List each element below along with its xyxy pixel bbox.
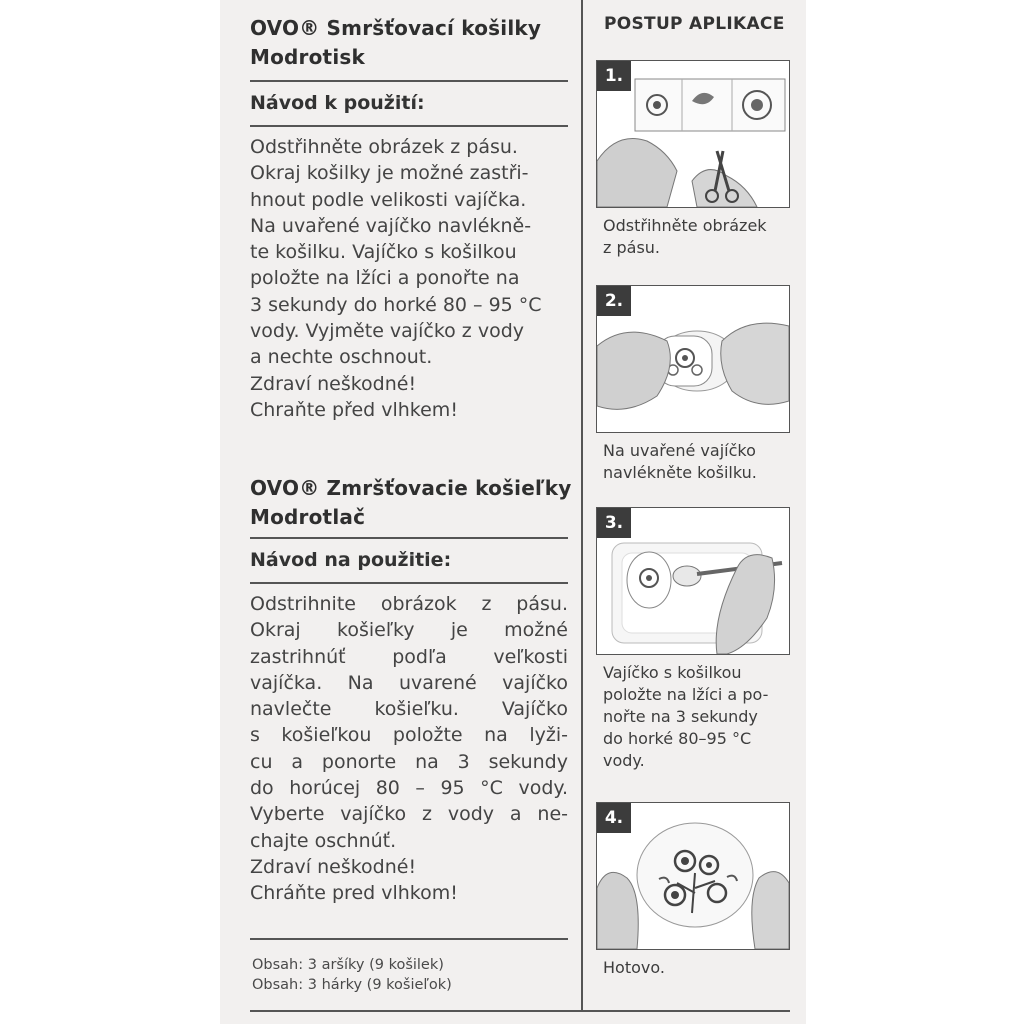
cz-line: Zdraví neškodné!	[250, 372, 417, 395]
sk-line: chajte oschnúť.	[250, 829, 397, 852]
sk-instructions	[250, 591, 568, 907]
step-4-caption	[603, 957, 791, 979]
caption-line: do horké 80–95 °C	[603, 729, 752, 748]
caption-line: Vajíčko s košilkou	[603, 663, 742, 682]
sk-line: vajíčka. Na uvarené vajíčko	[250, 671, 568, 694]
cz-title	[250, 14, 541, 72]
cz-line: položte na lžíci a ponořte na	[250, 267, 520, 290]
cz-instructions	[250, 134, 568, 423]
divider	[250, 938, 568, 940]
step-number: 3.	[597, 508, 631, 538]
step-2-caption	[603, 440, 791, 484]
sk-line: Zdraví neškodné!	[250, 855, 417, 878]
contents-sk: Obsah: 3 hárky (9 košieľok)	[252, 977, 452, 993]
divider	[250, 125, 568, 127]
divider	[250, 582, 568, 584]
step-3-illustration	[596, 507, 790, 655]
caption-line: nořte na 3 sekundy	[603, 707, 758, 726]
step-2-illustration	[596, 285, 790, 433]
caption-line: Na uvařené vajíčko	[603, 441, 756, 460]
cz-line: Okraj košilky je možné zastři-	[250, 162, 529, 185]
sk-line: Chráňte pred vlhkom!	[250, 882, 458, 905]
cz-line: vody. Vyjměte vajíčko z vody	[250, 320, 524, 343]
bottom-divider	[250, 1010, 790, 1012]
step-1-caption	[603, 215, 791, 259]
step-3-caption	[603, 662, 791, 772]
sk-line: navlečte košieľku. Vajíčko	[250, 698, 568, 721]
step-4-illustration	[596, 802, 790, 950]
sk-title-line1: OVO® Zmršťovacie košieľky	[250, 476, 572, 500]
caption-line: z pásu.	[603, 238, 661, 257]
sk-line: s košieľkou položte na lyži-	[250, 724, 568, 747]
sk-title	[250, 474, 572, 532]
sk-line: zastrihnúť podľa veľkosti	[250, 645, 568, 668]
sk-line: Vyberte vajíčko z vody a ne-	[250, 803, 568, 826]
caption-line: vody.	[603, 751, 645, 770]
cz-subtitle: Návod k použití:	[250, 92, 425, 114]
procedure-title: POSTUP APLIKACE	[604, 14, 785, 34]
cz-line: te košilku. Vajíčko s košilkou	[250, 241, 517, 264]
step-number: 1.	[597, 61, 631, 91]
cz-line: 3 sekundy do horké 80 – 95 °C	[250, 293, 542, 316]
step-number: 2.	[597, 286, 631, 316]
cz-line: hnout podle velikosti vajíčka.	[250, 188, 527, 211]
contents-info	[252, 955, 452, 995]
divider	[250, 80, 568, 82]
sk-line: Odstrihnite obrázok z pásu.	[250, 593, 568, 615]
step-number: 4.	[597, 803, 631, 833]
cz-line: Chraňte před vlhkem!	[250, 398, 458, 421]
sk-title-line2: Modrotlač	[250, 505, 366, 529]
sk-line: cu a ponorte na 3 sekundy	[250, 750, 568, 773]
caption-line: Odstřihněte obrázek	[603, 216, 767, 235]
caption-line: Hotovo.	[603, 958, 665, 977]
sk-subtitle: Návod na použitie:	[250, 549, 452, 571]
sk-line: do horúcej 80 – 95 °C vody.	[250, 777, 568, 800]
sk-line: Okraj košieľky je možné	[250, 619, 568, 642]
step-1-illustration	[596, 60, 790, 208]
cz-line: Na uvařené vajíčko navlékně-	[250, 214, 532, 237]
column-divider	[581, 0, 583, 1010]
cz-title-line2: Modrotisk	[250, 45, 365, 69]
cz-title-line1: OVO® Smršťovací košilky	[250, 16, 542, 40]
contents-cz: Obsah: 3 aršíky (9 košilek)	[252, 957, 444, 973]
cz-line: a nechte oschnout.	[250, 346, 433, 369]
caption-line: navlékněte košilku.	[603, 463, 757, 482]
divider	[250, 537, 568, 539]
cz-line: Odstřihněte obrázek z pásu.	[250, 136, 518, 158]
caption-line: položte na lžíci a po-	[603, 685, 769, 704]
